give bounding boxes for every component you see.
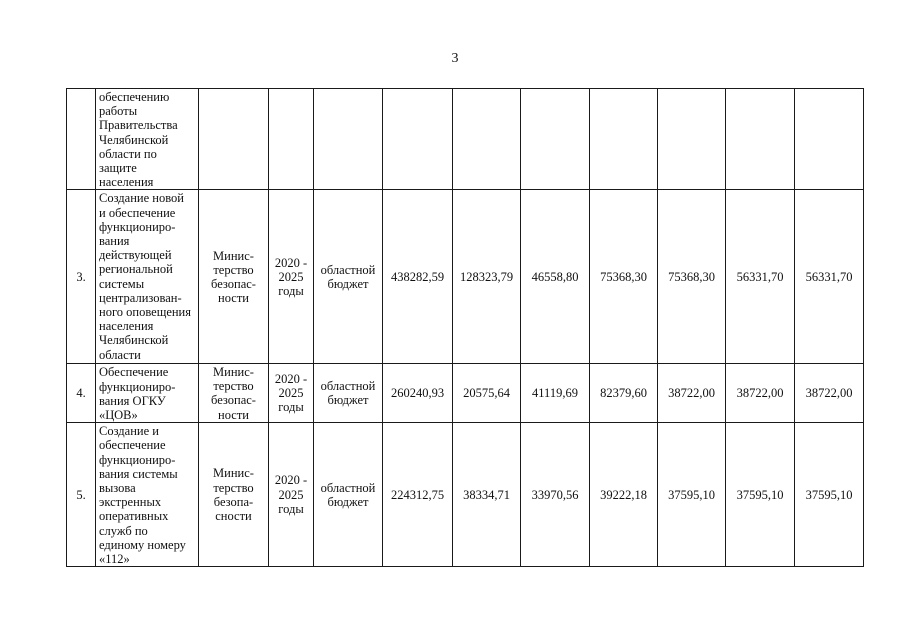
table-row <box>67 89 864 190</box>
period-cell: 2020 - 2025 годы <box>269 190 314 364</box>
amount-cell: 38722,00 <box>658 364 726 423</box>
amount-cell <box>795 89 864 190</box>
row-number-cell: 3. <box>67 190 96 364</box>
amount-cell: 56331,70 <box>726 190 795 364</box>
description-cell: Обеспечение функциониро- вания ОГКУ «ЦОВ» <box>96 364 199 423</box>
amount-cell <box>383 89 453 190</box>
amount-cell <box>658 89 726 190</box>
amount-cell: 37595,10 <box>795 423 864 567</box>
responsible-cell <box>199 89 269 190</box>
amount-cell: 37595,10 <box>658 423 726 567</box>
table-row <box>67 190 864 364</box>
row-number-cell <box>67 89 96 190</box>
amount-cell: 224312,75 <box>383 423 453 567</box>
amount-cell: 75368,30 <box>590 190 658 364</box>
amount-cell: 38722,00 <box>726 364 795 423</box>
description-cell: Создание новой и обеспечение функциониро- вания действующей региональной системы централизован- ного оповещения населения Челябинской области <box>96 190 199 364</box>
description-cell: обеспечению работы Правительства Челябинской области по защите населения <box>96 89 199 190</box>
amount-cell: 41119,69 <box>521 364 590 423</box>
page-number: 3 <box>451 51 459 66</box>
amount-cell <box>521 89 590 190</box>
responsible-cell: Минис- терство безопас- ности <box>199 190 269 364</box>
amount-cell: 438282,59 <box>383 190 453 364</box>
period-cell: 2020 - 2025 годы <box>269 423 314 567</box>
responsible-cell: Минис- терство безопас- ности <box>199 364 269 423</box>
amount-cell <box>726 89 795 190</box>
row-number-cell: 4. <box>67 364 96 423</box>
funding-source-cell <box>314 89 383 190</box>
table-row <box>67 423 864 567</box>
funding-source-cell: областной бюджет <box>314 190 383 364</box>
amount-cell <box>453 89 521 190</box>
amount-cell: 46558,80 <box>521 190 590 364</box>
amount-cell: 82379,60 <box>590 364 658 423</box>
amount-cell: 75368,30 <box>658 190 726 364</box>
period-cell <box>269 89 314 190</box>
row-number-cell: 5. <box>67 423 96 567</box>
period-cell: 2020 - 2025 годы <box>269 364 314 423</box>
funding-source-cell: областной бюджет <box>314 364 383 423</box>
amount-cell: 33970,56 <box>521 423 590 567</box>
program-activities-table <box>66 88 864 567</box>
amount-cell <box>590 89 658 190</box>
table-row <box>67 364 864 423</box>
amount-cell: 128323,79 <box>453 190 521 364</box>
amount-cell: 260240,93 <box>383 364 453 423</box>
amount-cell: 38722,00 <box>795 364 864 423</box>
responsible-cell: Минис- терство безопа- сности <box>199 423 269 567</box>
description-cell: Создание и обеспечение функциониро- вания системы вызова экстренных оперативных служб по единому номеру «112» <box>96 423 199 567</box>
amount-cell: 37595,10 <box>726 423 795 567</box>
amount-cell: 20575,64 <box>453 364 521 423</box>
amount-cell: 39222,18 <box>590 423 658 567</box>
amount-cell: 38334,71 <box>453 423 521 567</box>
funding-source-cell: областной бюджет <box>314 423 383 567</box>
amount-cell: 56331,70 <box>795 190 864 364</box>
